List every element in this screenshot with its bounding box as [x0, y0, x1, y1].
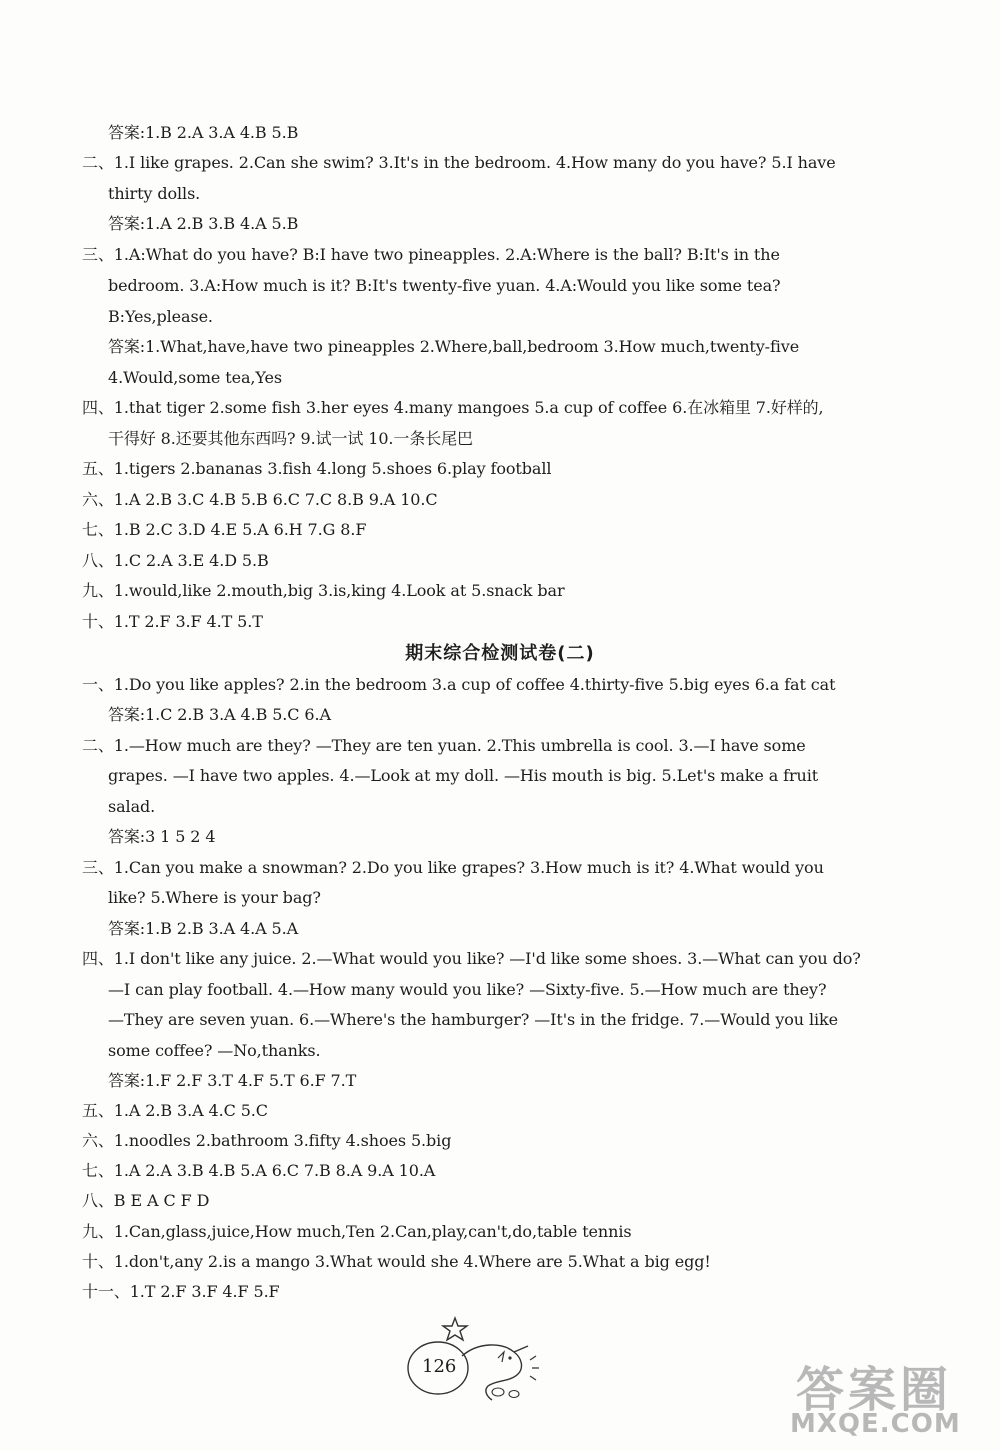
answer-line: 三、1.A:What do you have? B:I have two pineapples. 2.A:Where is the ball? B:It's in the: [82, 245, 780, 264]
answer-line: like? 5.Where is your bag?: [108, 888, 321, 907]
answer-line: 4.Would,some tea,Yes: [108, 368, 282, 387]
page-number: 126: [422, 1356, 457, 1377]
answer-line: 九、1.would,like 2.mouth,big 3.is,king 4.Look at 5.snack bar: [82, 581, 565, 600]
watermark: [790, 1351, 986, 1443]
answer-line: grapes. —I have two apples. 4.—Look at my doll. —His mouth is big. 5.Let's make a fruit: [108, 766, 819, 785]
answer-line: 六、1.noodles 2.bathroom 3.fifty 4.shoes 5.big: [82, 1131, 452, 1150]
answer-line: 答案:1.B 2.A 3.A 4.B 5.B: [108, 123, 299, 142]
answer-line: 二、1.—How much are they? —They are ten yuan. 2.This umbrella is cool. 3.—I have some: [82, 736, 806, 755]
answer-line: some coffee? —No,thanks.: [108, 1041, 321, 1060]
answer-line: 四、1.that tiger 2.some fish 3.her eyes 4.many mangoes 5.a cup of coffee 6.在冰箱里 7.好样的,: [82, 398, 824, 417]
answer-line: 十一、1.T 2.F 3.F 4.F 5.F: [82, 1282, 280, 1301]
answer-line: thirty dolls.: [108, 184, 201, 203]
answer-line: 答案:1.C 2.B 3.A 4.B 5.C 6.A: [108, 705, 331, 724]
watermark-logo: 答案圈: [796, 1362, 953, 1418]
answer-line: 四、1.I don't like any juice. 2.—What would you like? —I'd like some shoes. 3.—What can you do?: [82, 949, 861, 968]
answer-line: 六、1.A 2.B 3.C 4.B 5.B 6.C 7.C 8.B 9.A 10.C: [82, 490, 438, 509]
answer-line: —I can play football. 4.—How many would you like? —Sixty-five. 5.—How much are they?: [108, 980, 827, 999]
answer-line: 五、1.tigers 2.bananas 3.fish 4.long 5.shoes 6.play football: [82, 459, 552, 478]
answer-line: 答案:1.B 2.B 3.A 4.A 5.A: [108, 919, 299, 938]
answer-line: salad.: [108, 797, 156, 816]
answer-line: 答案:1.What,have,have two pineapples 2.Where,ball,bedroom 3.How much,twenty-five: [108, 337, 800, 356]
answer-line: B:Yes,please.: [108, 307, 213, 326]
answer-line: 九、1.Can,glass,juice,How much,Ten 2.Can,play,can't,do,table tennis: [82, 1222, 632, 1241]
answer-line: —They are seven yuan. 6.—Where's the hamburger? —It's in the fridge. 7.—Would you like: [108, 1010, 838, 1029]
answer-line: 八、B E A C F D: [82, 1191, 210, 1210]
answer-line: 答案:3 1 5 2 4: [108, 827, 216, 846]
answer-line: 七、1.B 2.C 3.D 4.E 5.A 6.H 7.G 8.F: [82, 520, 367, 539]
answer-line: 答案:1.A 2.B 3.B 4.A 5.B: [108, 214, 299, 233]
watermark-site: MXQE.COM: [790, 1409, 961, 1439]
answer-line: 五、1.A 2.B 3.A 4.C 5.C: [82, 1101, 268, 1120]
page-footer: [398, 1316, 548, 1402]
answer-line: 三、1.Can you make a snowman? 2.Do you like grapes? 3.How much is it? 4.What would you: [82, 858, 824, 877]
answer-line: 答案:1.F 2.F 3.T 4.F 5.T 6.F 7.T: [108, 1071, 357, 1090]
answer-line: 八、1.C 2.A 3.E 4.D 5.B: [82, 551, 269, 570]
answer-line: 十、1.don't,any 2.is a mango 3.What would she 4.Where are 5.What a big egg!: [82, 1252, 711, 1271]
section-title: 期末综合检测试卷(二): [405, 643, 595, 664]
answer-line: 十、1.T 2.F 3.F 4.T 5.T: [82, 612, 263, 631]
answer-line: 一、1.Do you like apples? 2.in the bedroom 3.a cup of coffee 4.thirty-five 5.big eyes 6.a fat cat: [82, 675, 836, 694]
answer-line: 七、1.A 2.A 3.B 4.B 5.A 6.C 7.B 8.A 9.A 10.A: [82, 1161, 436, 1180]
answer-line: bedroom. 3.A:How much is it? B:It's twenty-five yuan. 4.A:Would you like some tea?: [108, 276, 781, 295]
dolphin-star-icon: [398, 1316, 548, 1402]
answer-line: 二、1.I like grapes. 2.Can she swim? 3.It's in the bedroom. 4.How many do you have? 5.I have: [82, 153, 836, 172]
answer-line: 干得好 8.还要其他东西吗? 9.试一试 10.一条长尾巴: [108, 429, 473, 448]
